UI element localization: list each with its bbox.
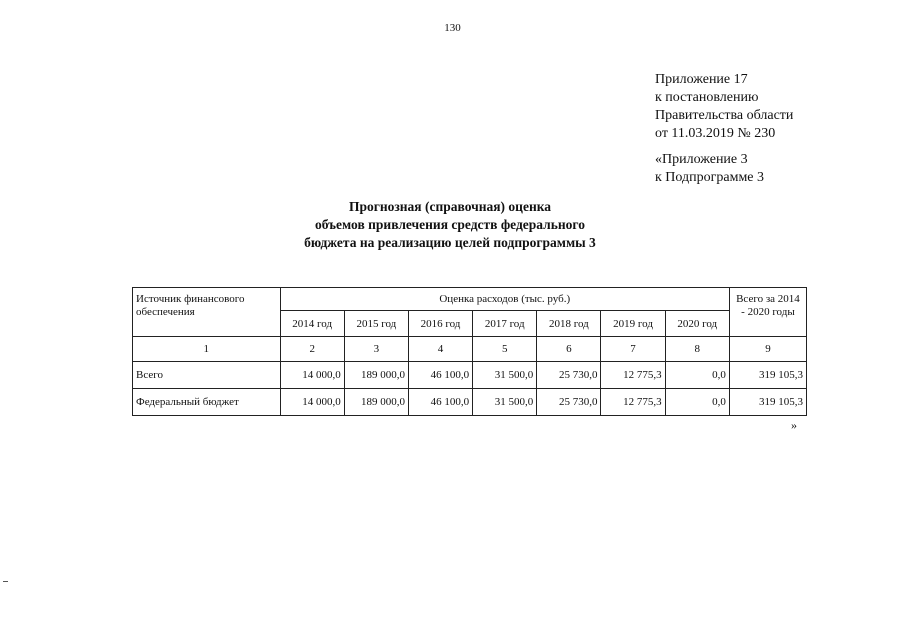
page-number: 130 — [444, 22, 461, 34]
appendix-line: «Приложение 3 — [655, 152, 748, 167]
column-number: 7 — [601, 337, 665, 362]
table-row — [133, 389, 807, 416]
appendix-line: Правительства области — [655, 108, 794, 123]
source-header: Источник финансового обеспечения — [133, 288, 281, 337]
year-header: 2017 год — [473, 311, 537, 337]
column-number: 9 — [729, 337, 806, 362]
appendix-block — [655, 71, 793, 187]
table-cell: 189 000,0 — [344, 362, 408, 389]
appendix-line: к постановлению — [655, 90, 759, 105]
table-cell: 25 730,0 — [537, 389, 601, 416]
column-number: 2 — [280, 337, 344, 362]
table-cell: 319 105,3 — [729, 362, 806, 389]
table-row — [133, 362, 807, 389]
appendix-line: Приложение 17 — [655, 72, 748, 87]
header-row — [133, 288, 807, 311]
column-number-row — [133, 337, 807, 362]
appendix-line: к Подпрограмме 3 — [655, 170, 765, 185]
table-cell: 14 000,0 — [280, 362, 344, 389]
table-cell: 12 775,3 — [601, 362, 665, 389]
title-line: Прогнозная (справочная) оценка — [348, 199, 552, 214]
closing-quote: » — [791, 418, 797, 432]
table-cell: 189 000,0 — [344, 389, 408, 416]
row-label: Всего — [133, 362, 281, 389]
column-number: 1 — [133, 337, 281, 362]
year-header: 2018 год — [537, 311, 601, 337]
table-cell: 12 775,3 — [601, 389, 665, 416]
column-number: 5 — [473, 337, 537, 362]
column-number: 3 — [344, 337, 408, 362]
table-cell: 46 100,0 — [408, 362, 472, 389]
document-title — [230, 198, 670, 252]
appendix-line: от 11.03.2019 № 230 — [655, 126, 776, 141]
row-label: Федеральный бюджет — [133, 389, 281, 416]
year-header: 2014 год — [280, 311, 344, 337]
column-number: 6 — [537, 337, 601, 362]
table-cell: 319 105,3 — [729, 389, 806, 416]
year-header: 2020 год — [665, 311, 729, 337]
table-cell: 46 100,0 — [408, 389, 472, 416]
table-cell: 14 000,0 — [280, 389, 344, 416]
table-cell: 31 500,0 — [473, 362, 537, 389]
title-line: объемов привлечения средств федерального — [315, 217, 585, 232]
title-line: бюджета на реализацию целей подпрограммы 3 — [304, 235, 596, 250]
table-cell: 0,0 — [665, 389, 729, 416]
column-number: 4 — [408, 337, 472, 362]
edge-mark — [3, 581, 8, 582]
year-header: 2015 год — [344, 311, 408, 337]
column-number: 8 — [665, 337, 729, 362]
estimate-header: Оценка расходов (тыс. руб.) — [280, 288, 729, 311]
budget-table — [132, 287, 807, 416]
year-header: 2016 год — [408, 311, 472, 337]
table-cell: 0,0 — [665, 362, 729, 389]
total-header: Всего за 2014 - 2020 годы — [729, 288, 806, 337]
year-header: 2019 год — [601, 311, 665, 337]
table-cell: 25 730,0 — [537, 362, 601, 389]
table-cell: 31 500,0 — [473, 389, 537, 416]
